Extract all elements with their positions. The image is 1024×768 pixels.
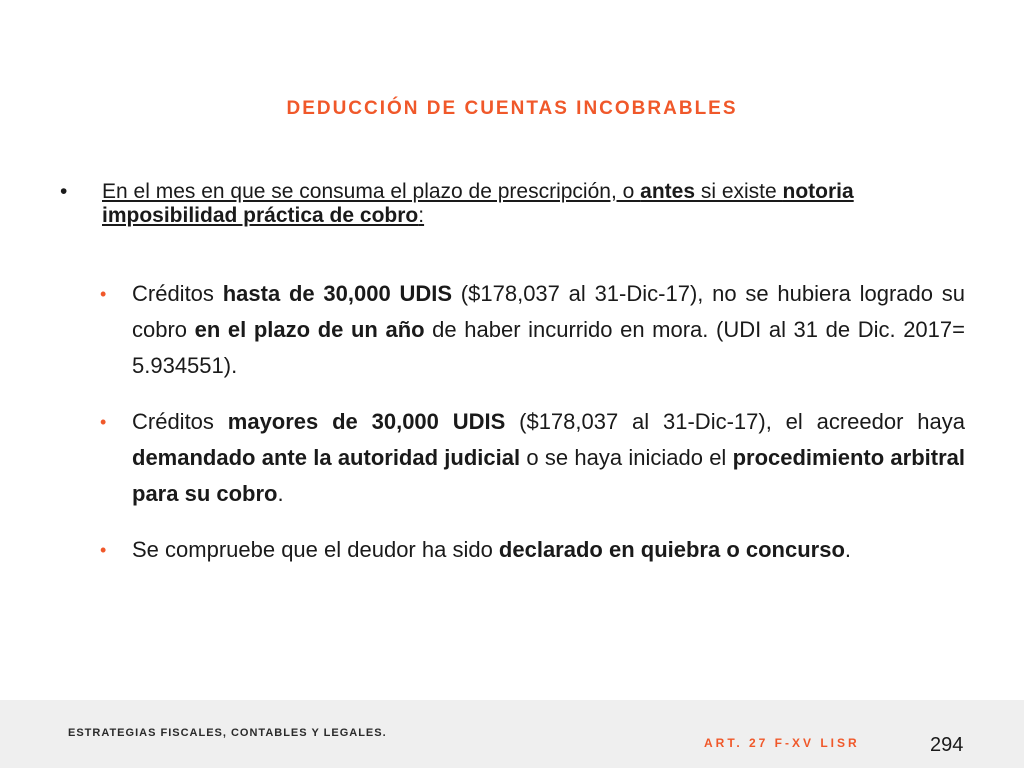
bullet-marker: • bbox=[100, 412, 107, 432]
sub-bullet-2-b2: demandado ante la autoridad judicial bbox=[132, 445, 521, 470]
sub-bullet-1-b2: en el plazo de un año bbox=[194, 317, 425, 342]
bullet-marker: • bbox=[100, 540, 107, 560]
main-bullet-bold1: antes bbox=[640, 180, 695, 203]
sub-bullet-1 bbox=[100, 276, 965, 384]
sub-bullet-1-b1: hasta de 30,000 UDIS bbox=[222, 281, 453, 306]
sub-bullet-3-t1: Se compruebe que el deudor ha sido bbox=[132, 537, 499, 562]
main-bullet-part2: si existe bbox=[695, 180, 783, 203]
main-bullet-part1: En el mes en que se consuma el plazo de prescripción, o bbox=[102, 180, 641, 203]
sub-bullet-3-b1: declarado en quiebra o concurso bbox=[498, 537, 845, 562]
sub-bullet-2-b1: mayores de 30,000 UDIS bbox=[227, 409, 506, 434]
sub-bullet-2-t4: . bbox=[277, 481, 284, 506]
page-number: 294 bbox=[930, 734, 964, 756]
sub-bullet-3 bbox=[100, 532, 965, 568]
main-bullet-bold2: notoria imposibilidad práctica de cobro bbox=[102, 180, 854, 227]
bullet-marker: • bbox=[60, 180, 68, 203]
sub-bullet-2-t1: Créditos bbox=[132, 409, 228, 434]
footer-bar bbox=[0, 700, 1024, 768]
sub-bullet-2-t2: ($178,037 al 31-Dic-17), el acreedor haya bbox=[505, 409, 965, 434]
main-bullet bbox=[60, 180, 920, 228]
main-bullet-text bbox=[102, 180, 920, 228]
sub-bullet-2-b3: procedimiento arbitral para su cobro bbox=[132, 445, 965, 506]
sub-bullet-1-t3: de haber incurrido en mora. (UDI al 31 de Dic. 2017= 5.934551). bbox=[132, 317, 965, 378]
footer-company-text: ESTRATEGIAS FISCALES, CONTABLES Y LEGALES. bbox=[68, 727, 387, 739]
sub-bullet-1-t2: ($178,037 al 31-Dic-17), no se hubiera logrado su cobro bbox=[132, 281, 965, 342]
footer-article-reference: ART. 27 F-XV LISR bbox=[704, 736, 860, 750]
sub-bullet-3-t2: . bbox=[844, 537, 852, 562]
slide-title: DEDUCCIÓN DE CUENTAS INCOBRABLES bbox=[286, 98, 738, 119]
sub-bullet-2-t3: o se haya iniciado el bbox=[520, 445, 733, 470]
sub-bullet-1-t1: Créditos bbox=[132, 281, 223, 306]
bullet-marker: • bbox=[100, 284, 107, 304]
sub-bullet-2 bbox=[100, 404, 965, 512]
main-bullet-part3: : bbox=[418, 204, 425, 227]
sub-bullet-list bbox=[100, 276, 965, 588]
